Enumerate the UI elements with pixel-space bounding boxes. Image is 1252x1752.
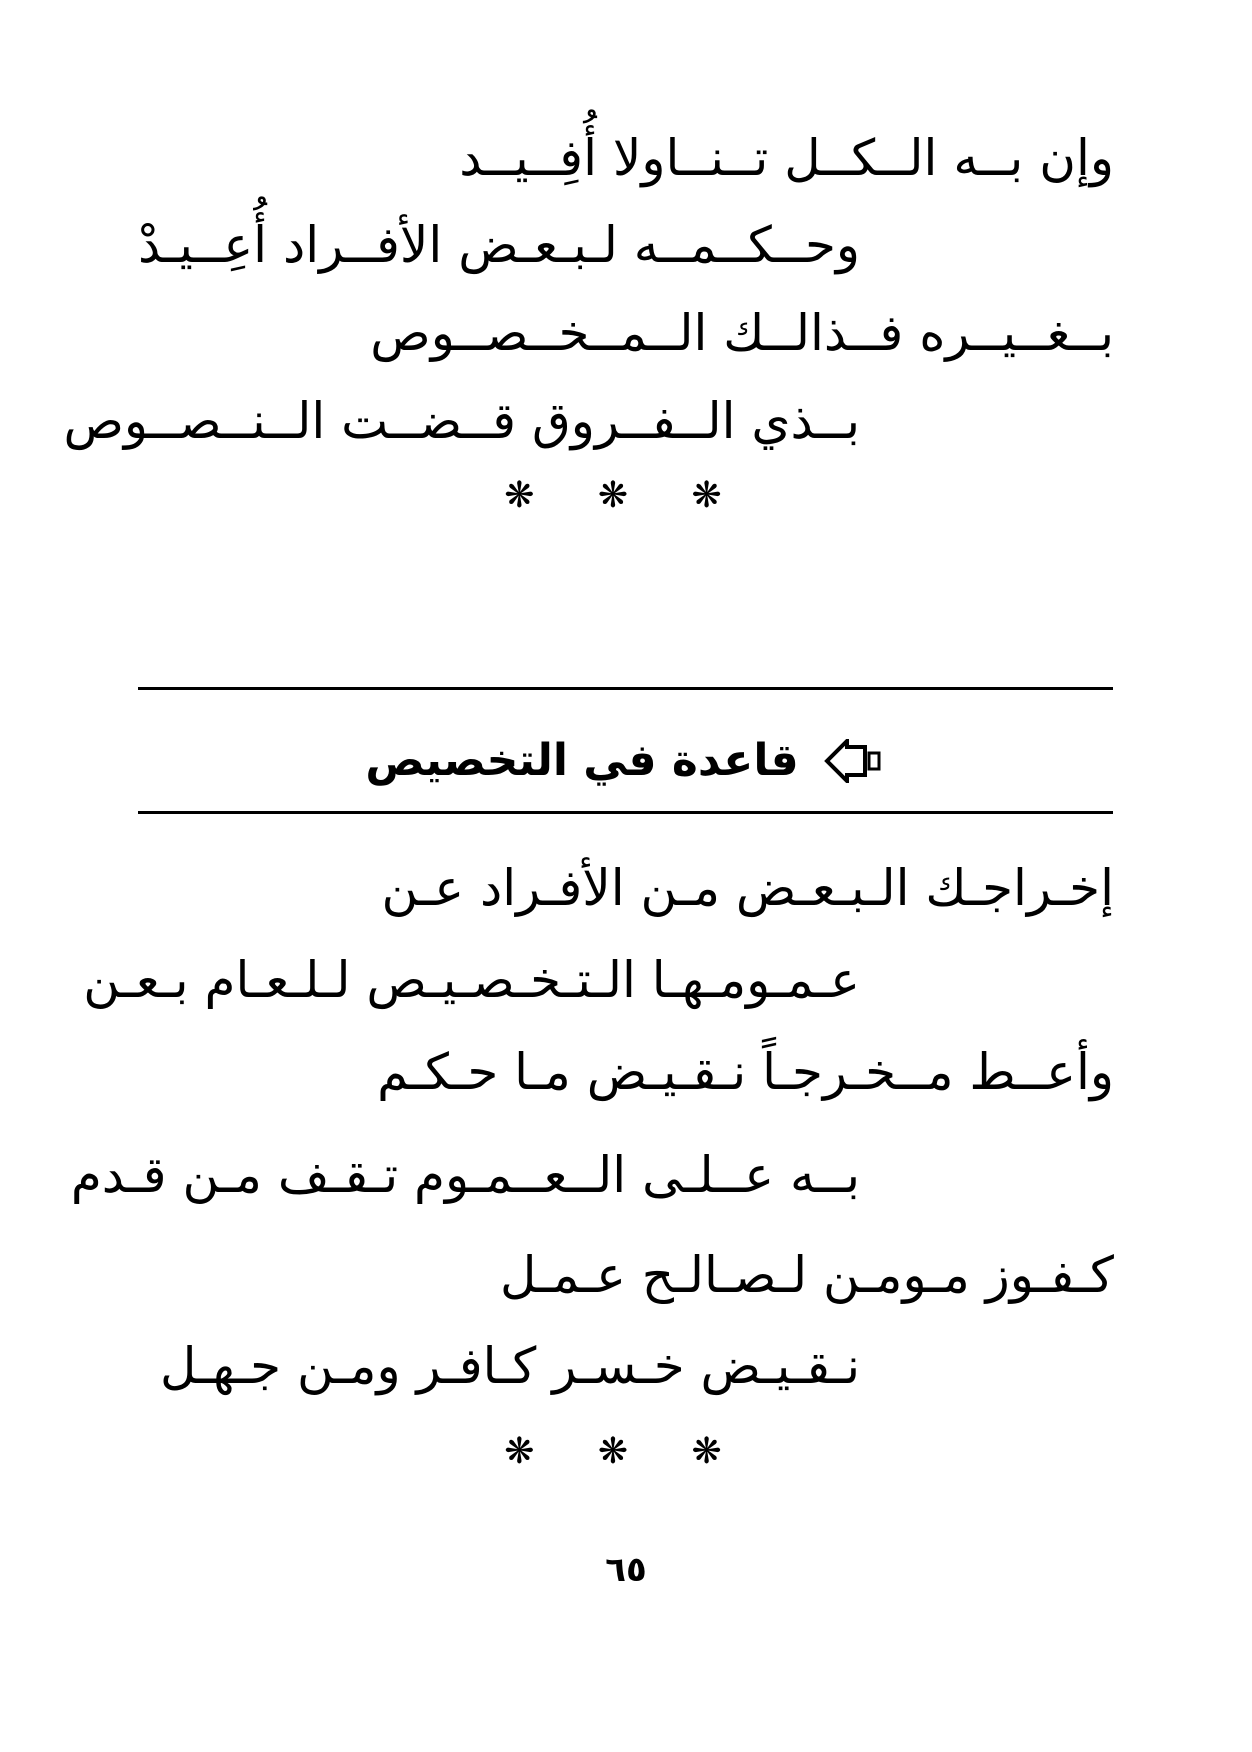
page-number: ٦٥ bbox=[605, 1550, 647, 1590]
top-rule bbox=[138, 687, 1113, 690]
verse-line: بــه عــلـى الــعــمـوم تـقـف مـن قـدم bbox=[70, 1146, 860, 1204]
verse-line: عـمـومـهـا الـتـخـصـيـص لـلـعـام بـعـن bbox=[83, 951, 860, 1009]
section-heading bbox=[0, 728, 1252, 794]
verse-line: وإن بــه الــكــل تــنــاولا أُفِــيــد bbox=[459, 129, 1114, 187]
pointing-arrow-icon bbox=[817, 739, 887, 783]
verse-line: وأعــط مــخـرجـاً نـقـيـض مـا حـكـم bbox=[377, 1043, 1114, 1101]
ornament-separator: ❋ ❋ ❋ bbox=[504, 475, 748, 516]
ornament-separator: ❋ ❋ ❋ bbox=[504, 1431, 748, 1472]
verse-line: إخـراجـك الـبـعـض مـن الأفـراد عـن bbox=[381, 859, 1114, 917]
verse-line: كـفـوز مـومـن لـصـالـح عـمـل bbox=[500, 1246, 1114, 1304]
verse-line: بــغــيــره فــذالــك الــمــخــصــوص bbox=[370, 304, 1114, 362]
section-title: قاعدة في التخصيص bbox=[365, 735, 799, 786]
verse-line: وحــكــمــه لـبـعـض الأفــراد أُعِــيـدْ bbox=[138, 216, 860, 274]
verse-line: نـقـيـض خـسـر كـافـر ومـن جـهـل bbox=[159, 1337, 860, 1395]
verse-line: بــذي الــفــروق قــضــت الــنــصــوص bbox=[63, 392, 860, 450]
bottom-rule bbox=[138, 811, 1113, 814]
